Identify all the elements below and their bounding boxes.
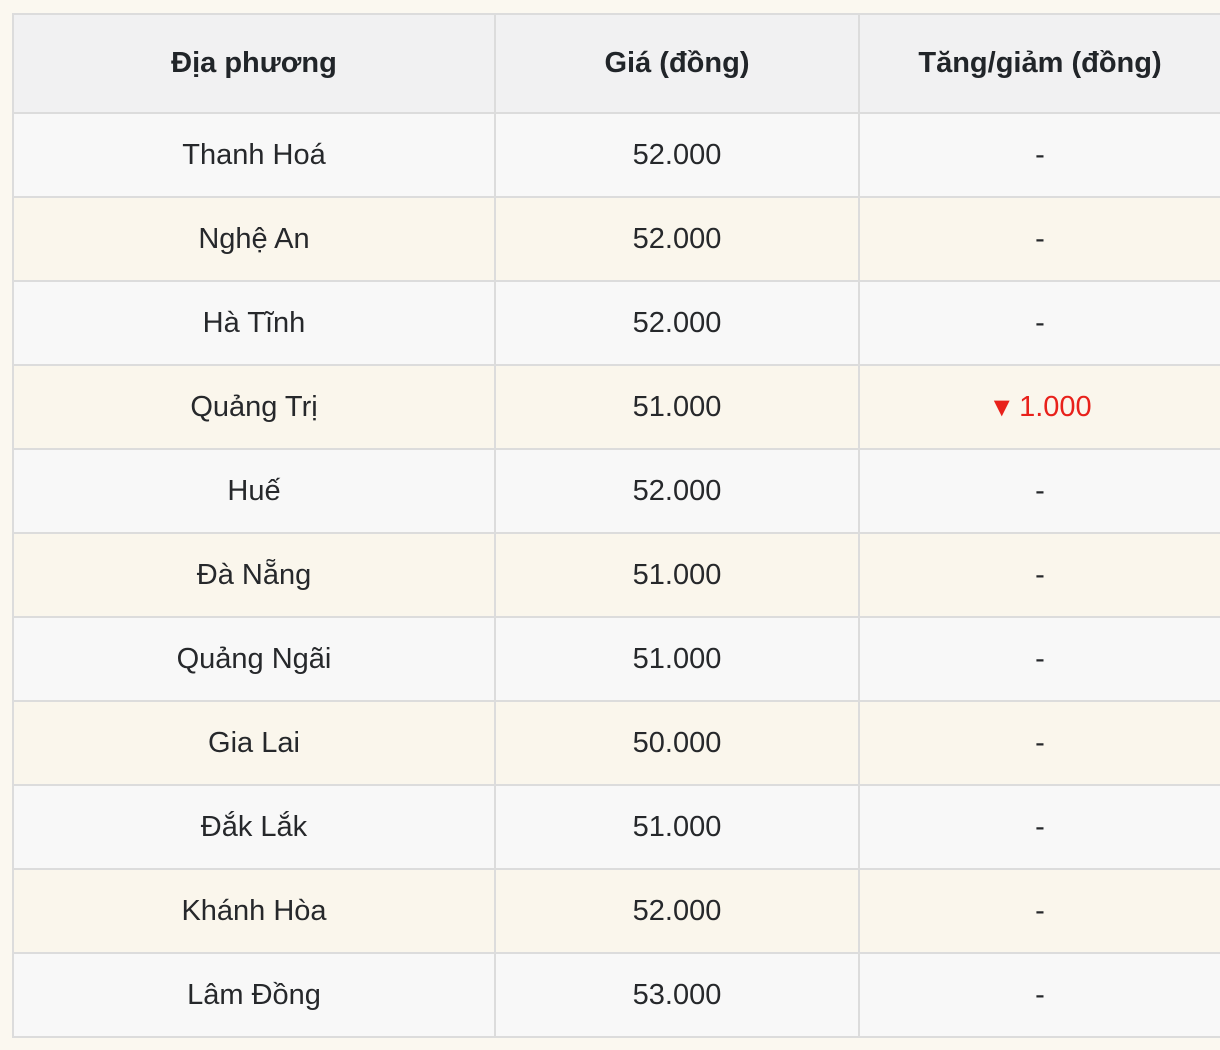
- change-cell: -: [859, 113, 1220, 197]
- region-cell: Nghệ An: [13, 197, 495, 281]
- change-cell: -: [859, 785, 1220, 869]
- price-cell: 52.000: [495, 113, 859, 197]
- table-header-row: [13, 14, 1220, 113]
- change-cell: -: [859, 869, 1220, 953]
- table-row: [13, 449, 1220, 533]
- table-row: [13, 281, 1220, 365]
- change-cell: -: [859, 701, 1220, 785]
- change-cell: [859, 365, 1220, 449]
- table-row: [13, 113, 1220, 197]
- region-cell: Quảng Trị: [13, 365, 495, 449]
- price-cell: 51.000: [495, 365, 859, 449]
- change-cell: -: [859, 449, 1220, 533]
- price-cell: 51.000: [495, 533, 859, 617]
- table-row: [13, 701, 1220, 785]
- price-cell: 50.000: [495, 701, 859, 785]
- change-cell: -: [859, 197, 1220, 281]
- price-cell: 52.000: [495, 197, 859, 281]
- change-value: 1.000: [1019, 390, 1092, 423]
- table-row: [13, 869, 1220, 953]
- price-cell: 51.000: [495, 617, 859, 701]
- price-cell: 52.000: [495, 449, 859, 533]
- table-row: [13, 785, 1220, 869]
- region-cell: Hà Tĩnh: [13, 281, 495, 365]
- region-cell: Lâm Đồng: [13, 953, 495, 1037]
- table-row: [13, 197, 1220, 281]
- price-cell: 52.000: [495, 869, 859, 953]
- table-row: [13, 365, 1220, 449]
- price-cell: 52.000: [495, 281, 859, 365]
- price-cell: 51.000: [495, 785, 859, 869]
- change-cell: -: [859, 533, 1220, 617]
- region-cell: Thanh Hoá: [13, 113, 495, 197]
- table-row: [13, 953, 1220, 1037]
- region-cell: Khánh Hòa: [13, 869, 495, 953]
- table-row: [13, 617, 1220, 701]
- table-row: [13, 533, 1220, 617]
- price-table: [12, 13, 1220, 1038]
- region-cell: Quảng Ngãi: [13, 617, 495, 701]
- column-header-price: Giá (đồng): [495, 14, 859, 113]
- change-cell: -: [859, 617, 1220, 701]
- change-cell: -: [859, 281, 1220, 365]
- region-cell: Huế: [13, 449, 495, 533]
- column-header-region: Địa phương: [13, 14, 495, 113]
- change-cell: -: [859, 953, 1220, 1037]
- price-cell: 53.000: [495, 953, 859, 1037]
- region-cell: Đắk Lắk: [13, 785, 495, 869]
- triangle-down-icon: ▼: [988, 391, 1016, 422]
- column-header-change: Tăng/giảm (đồng): [859, 14, 1220, 113]
- region-cell: Gia Lai: [13, 701, 495, 785]
- region-cell: Đà Nẵng: [13, 533, 495, 617]
